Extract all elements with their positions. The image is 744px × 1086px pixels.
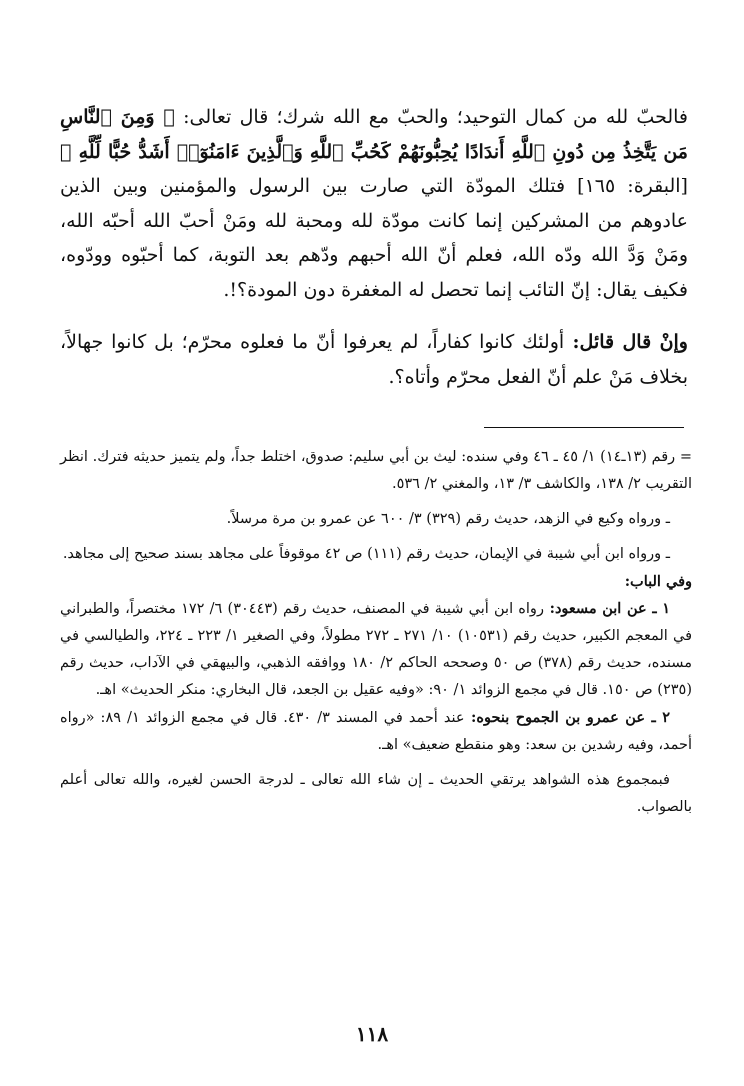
footnote-bab-heading: وفي الباب:: [624, 573, 692, 590]
page-number: ١١٨: [355, 1022, 389, 1046]
footnote-divider: [484, 427, 684, 428]
main-paragraph-1: [60, 100, 688, 307]
footnote-text: رواه ابن أبي شيبة في المصنف، حديث رقم (٣٠٤٤٣) ٦/ ١٧٢ مختصراً، والطبراني في المعجم الكبير، حديث رقم (١٠٥٣١) ١٠/ ٢٧١ ـ ٢٧٢ مطولاً، وفي الصغير ١/ ٢٢٣ ـ ٢٢٤، والطيالسي في مسنده، حديث رقم (٣٧٨) ص ٥٠ وصححه الحاكم ٢/ ١٨٠ ووافقه الذهبي، والبيهقي في الآداب، حديث رقم (٢٣٥) ص ١٥٠. قال في مجمع الزوائد ١/ ٩٠: «وفيه عقيل بن الجعد، قال البخاري: منكر الحديث» اهـ.: [60, 601, 692, 698]
main-paragraph-2: [60, 325, 688, 394]
footnote-ibn-abi-shaybah: ـ ورواه ابن أبي شيبة في الإيمان، حديث رقم (١١١) ص ٤٢ موقوفاً على مجاهد بسند صحيح إلى مجاهد.: [62, 546, 670, 562]
quran-verse: ﴿ وَمِنَ ٱلنَّاسِ مَن يَتَّخِذُ مِن دُونِ ٱللَّهِ أَندَادًا يُحِبُّونَهُمْ كَحُبِّ ٱللَّهِ وَٱلَّذِينَ ءَامَنُوٓا۟ أَشَدُّ حُبًّا لِّلَّهِ ﴾: [60, 106, 688, 163]
objection-lead: وإنْ قال قائل:: [564, 331, 688, 353]
footnote-conclusion: فبمجموع هذه الشواهد يرتقي الحديث ـ إن شاء الله تعالى ـ لدرجة الحسن لغيره، والله تعالى أعلم بالصواب.: [60, 772, 692, 815]
footnote-lead: ٢ ـ عن عمرو بن الجموح بنحوه:: [464, 709, 671, 726]
main-text-span: فالحبّ لله من كمال التوحيد؛ والحبّ مع الله شرك؛ قال تعالى:: [174, 106, 689, 128]
footnotes: [60, 444, 692, 821]
footnote-continuation: = رقم (١٣ـ١٤) ١/ ٤٥ ـ ٤٦ وفي سنده: ليث بن أبي سليم: صدوق، اختلط جداً، ولم يتميز حديثه فترك. انظر التقريب ٢/ ١٣٨، والكاشف ٣/ ١٣، والمغني ٢/ ٥٣٦.: [60, 449, 693, 492]
main-text: [60, 100, 688, 394]
footnote-text: عند أحمد في المسند ٣/ ٤٣٠. قال في مجمع الزوائد ١/ ٨٩: «رواه أحمد، وفيه رشدين بن سعد: وهو منقطع ضعيف» اهـ.: [60, 710, 692, 753]
footnote-amr-ibn-al-jamuh: [60, 704, 692, 759]
main-text-span: أولئك كانوا كفاراً، لم يعرفوا أنّ ما فعلوه محرّم؛ بل كانوا جهالاً، بخلاف مَنْ علم أنّ الفعل محرّم وأتاه؟.: [60, 331, 688, 388]
footnote-lead: ١ ـ عن ابن مسعود:: [543, 600, 671, 617]
main-text-span: [البقرة: ١٦٥] فتلك المودّة التي صارت بين الرسول والمؤمنين وبين الذين عادوهم من المشركين إنما كانت مودّة لله ومحبة لله ومَنْ أحبّ الله أحبّه الله، ومَنْ وَدَّ الله ودّه الله، فعلم أنّ الله أحبهم ودّهم بعد التوبة، كما أحبّوه وودّوه، فكيف يقال: إنّ التائب إنما تحصل له المغفرة دون المودة؟!.: [60, 175, 688, 301]
footnote-waki: ـ ورواه وكيع في الزهد، حديث رقم (٣٢٩) ٣/ ٦٠٠ عن عمرو بن مرة مرسلاً.: [226, 511, 670, 527]
footnote-ibn-masud: [60, 595, 692, 704]
